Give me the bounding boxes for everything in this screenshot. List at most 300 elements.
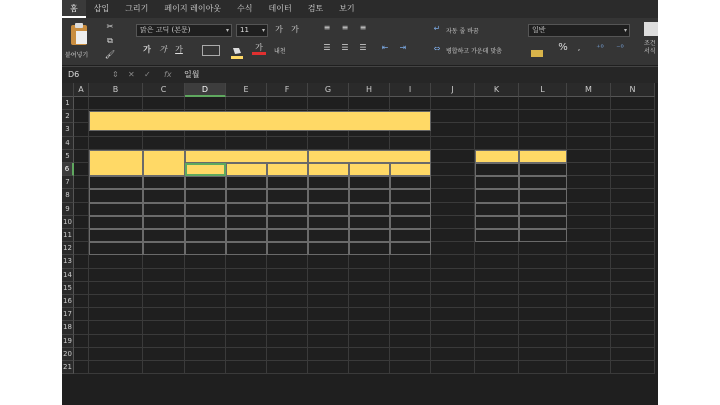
cell[interactable] bbox=[226, 348, 267, 361]
cell[interactable] bbox=[185, 335, 226, 348]
cell[interactable] bbox=[308, 255, 349, 268]
summary-total-cell[interactable] bbox=[519, 189, 567, 202]
header-month[interactable] bbox=[349, 163, 390, 176]
cell[interactable] bbox=[349, 295, 390, 308]
cell[interactable] bbox=[431, 97, 475, 110]
column-header-j[interactable]: J bbox=[431, 83, 475, 97]
value-cell[interactable] bbox=[390, 176, 431, 189]
merge-center-button[interactable]: 병합하고 가운데 맞춤 bbox=[446, 48, 502, 55]
ribbon-tab-6[interactable]: 검토 bbox=[307, 4, 324, 13]
header-q2[interactable] bbox=[308, 150, 431, 163]
value-cell[interactable] bbox=[185, 176, 226, 189]
value-cell[interactable] bbox=[226, 189, 267, 202]
cell[interactable] bbox=[611, 321, 655, 334]
cell[interactable] bbox=[431, 229, 475, 242]
cell[interactable] bbox=[611, 242, 655, 255]
cell[interactable] bbox=[308, 335, 349, 348]
cell[interactable] bbox=[143, 255, 185, 268]
number-format-select[interactable] bbox=[528, 24, 630, 37]
row-header-6[interactable]: 6 bbox=[62, 163, 74, 176]
value-cell[interactable] bbox=[267, 216, 308, 229]
cell[interactable] bbox=[567, 295, 611, 308]
summary-month-cell[interactable] bbox=[475, 229, 519, 242]
cell[interactable] bbox=[611, 216, 655, 229]
wrap-text-button[interactable]: 자동 줄 바꿈 bbox=[446, 28, 479, 35]
cell[interactable] bbox=[475, 335, 519, 348]
summary-total-cell[interactable] bbox=[519, 163, 567, 176]
cell[interactable] bbox=[611, 176, 655, 189]
name-cell[interactable] bbox=[143, 216, 185, 229]
cell[interactable] bbox=[611, 361, 655, 374]
cell[interactable] bbox=[567, 282, 611, 295]
header-month[interactable] bbox=[308, 163, 349, 176]
column-header-d[interactable]: D bbox=[185, 83, 226, 97]
summary-total-cell[interactable] bbox=[519, 176, 567, 189]
cell[interactable] bbox=[89, 321, 143, 334]
ribbon-tab-1[interactable]: 삽입 bbox=[93, 4, 110, 13]
cell[interactable] bbox=[89, 308, 143, 321]
conditional-format-label[interactable]: 조건 서식 bbox=[644, 40, 656, 55]
cell[interactable] bbox=[185, 255, 226, 268]
row-header-4[interactable]: 4 bbox=[62, 137, 74, 150]
summary-header-total[interactable] bbox=[519, 150, 567, 163]
value-cell[interactable] bbox=[308, 189, 349, 202]
cell[interactable] bbox=[611, 189, 655, 202]
font-name-select[interactable] bbox=[136, 24, 232, 37]
cell[interactable] bbox=[143, 97, 185, 110]
cell[interactable] bbox=[74, 242, 89, 255]
cell[interactable] bbox=[475, 295, 519, 308]
header-site[interactable] bbox=[89, 150, 143, 176]
summary-month-cell[interactable] bbox=[475, 176, 519, 189]
cell[interactable] bbox=[185, 137, 226, 150]
align-bottom-icon[interactable]: ≡ bbox=[359, 23, 367, 32]
cell[interactable] bbox=[611, 123, 655, 136]
summary-total-cell[interactable] bbox=[519, 203, 567, 216]
cell[interactable] bbox=[611, 255, 655, 268]
value-cell[interactable] bbox=[267, 176, 308, 189]
cell[interactable] bbox=[431, 110, 475, 123]
insert-function-button[interactable]: fx bbox=[164, 70, 172, 79]
cell[interactable] bbox=[611, 137, 655, 150]
value-cell[interactable] bbox=[267, 203, 308, 216]
cell[interactable] bbox=[431, 335, 475, 348]
cell[interactable] bbox=[567, 137, 611, 150]
cell[interactable] bbox=[349, 335, 390, 348]
row-header-1[interactable]: 1 bbox=[62, 97, 74, 110]
column-header-i[interactable]: I bbox=[390, 83, 431, 97]
cell[interactable] bbox=[390, 335, 431, 348]
site-cell[interactable] bbox=[89, 229, 143, 242]
row-header-12[interactable]: 12 bbox=[62, 242, 74, 255]
row-header-19[interactable]: 19 bbox=[62, 335, 74, 348]
cell[interactable] bbox=[143, 361, 185, 374]
cell[interactable] bbox=[431, 348, 475, 361]
cell[interactable] bbox=[74, 110, 89, 123]
column-header-h[interactable]: H bbox=[349, 83, 390, 97]
value-cell[interactable] bbox=[349, 203, 390, 216]
cell[interactable] bbox=[519, 110, 567, 123]
cell[interactable] bbox=[567, 361, 611, 374]
cell[interactable] bbox=[611, 97, 655, 110]
cell[interactable] bbox=[431, 308, 475, 321]
cell[interactable] bbox=[308, 308, 349, 321]
value-cell[interactable] bbox=[390, 229, 431, 242]
value-cell[interactable] bbox=[349, 189, 390, 202]
cell[interactable] bbox=[567, 308, 611, 321]
cell[interactable] bbox=[143, 282, 185, 295]
name-box[interactable]: D6 bbox=[68, 70, 80, 79]
value-cell[interactable] bbox=[226, 176, 267, 189]
cell[interactable] bbox=[390, 282, 431, 295]
cell[interactable] bbox=[74, 361, 89, 374]
cell[interactable] bbox=[74, 137, 89, 150]
header-month[interactable] bbox=[390, 163, 431, 176]
cell[interactable] bbox=[74, 282, 89, 295]
row-header-21[interactable]: 21 bbox=[62, 361, 74, 374]
cut-icon[interactable]: ✂ bbox=[106, 22, 114, 31]
column-header-e[interactable]: E bbox=[226, 83, 267, 97]
cell[interactable] bbox=[475, 321, 519, 334]
underline-button[interactable]: 가 bbox=[175, 45, 183, 54]
cell[interactable] bbox=[74, 150, 89, 163]
cell[interactable] bbox=[519, 137, 567, 150]
cell[interactable] bbox=[519, 361, 567, 374]
cell[interactable] bbox=[226, 282, 267, 295]
ribbon-tab-4[interactable]: 수식 bbox=[237, 4, 253, 13]
cell[interactable] bbox=[611, 269, 655, 282]
value-cell[interactable] bbox=[185, 216, 226, 229]
cell[interactable] bbox=[185, 321, 226, 334]
cell[interactable] bbox=[390, 361, 431, 374]
value-cell[interactable] bbox=[308, 242, 349, 255]
cell[interactable] bbox=[390, 269, 431, 282]
cell[interactable] bbox=[74, 348, 89, 361]
cell[interactable] bbox=[611, 295, 655, 308]
cell[interactable] bbox=[74, 295, 89, 308]
cell[interactable] bbox=[226, 361, 267, 374]
shrink-font-button[interactable]: 가 bbox=[291, 25, 299, 34]
cell[interactable] bbox=[74, 255, 89, 268]
name-box-dropdown-icon[interactable]: ⇕ bbox=[112, 70, 119, 79]
row-header-3[interactable]: 3 bbox=[62, 123, 74, 136]
value-cell[interactable] bbox=[226, 203, 267, 216]
cell[interactable] bbox=[308, 348, 349, 361]
value-cell[interactable] bbox=[390, 189, 431, 202]
cell[interactable] bbox=[567, 203, 611, 216]
cell[interactable] bbox=[567, 348, 611, 361]
ribbon-tab-3[interactable]: 페이지 레이아웃 bbox=[164, 4, 222, 13]
cell[interactable] bbox=[349, 321, 390, 334]
cell[interactable] bbox=[475, 242, 519, 255]
value-cell[interactable] bbox=[267, 242, 308, 255]
cell[interactable] bbox=[349, 361, 390, 374]
cell[interactable] bbox=[267, 308, 308, 321]
cell[interactable] bbox=[519, 97, 567, 110]
enter-icon[interactable]: ✓ bbox=[144, 70, 151, 79]
italic-button[interactable]: 가 bbox=[159, 45, 167, 54]
cell[interactable] bbox=[308, 361, 349, 374]
value-cell[interactable] bbox=[185, 203, 226, 216]
cell[interactable] bbox=[185, 269, 226, 282]
cell[interactable] bbox=[89, 97, 143, 110]
cell[interactable] bbox=[567, 216, 611, 229]
cell[interactable] bbox=[308, 97, 349, 110]
value-cell[interactable] bbox=[185, 189, 226, 202]
cell[interactable] bbox=[267, 282, 308, 295]
row-header-5[interactable]: 5 bbox=[62, 150, 74, 163]
summary-month-cell[interactable] bbox=[475, 216, 519, 229]
sheet-title[interactable] bbox=[89, 111, 431, 131]
cell[interactable] bbox=[143, 321, 185, 334]
cell[interactable] bbox=[185, 361, 226, 374]
cell[interactable] bbox=[611, 163, 655, 176]
cell[interactable] bbox=[431, 189, 475, 202]
row-header-11[interactable]: 11 bbox=[62, 229, 74, 242]
cell[interactable] bbox=[185, 308, 226, 321]
cell[interactable] bbox=[519, 123, 567, 136]
cell[interactable] bbox=[567, 176, 611, 189]
cell[interactable] bbox=[611, 150, 655, 163]
cell[interactable] bbox=[89, 361, 143, 374]
cell[interactable] bbox=[475, 308, 519, 321]
cell[interactable] bbox=[390, 321, 431, 334]
align-center-icon[interactable]: ☰ bbox=[341, 43, 349, 52]
summary-month-cell[interactable] bbox=[475, 163, 519, 176]
name-cell[interactable] bbox=[143, 229, 185, 242]
cell[interactable] bbox=[74, 189, 89, 202]
cell[interactable] bbox=[143, 137, 185, 150]
cell[interactable] bbox=[390, 255, 431, 268]
cell[interactable] bbox=[567, 242, 611, 255]
cell[interactable] bbox=[185, 348, 226, 361]
cell[interactable] bbox=[74, 163, 89, 176]
row-header-14[interactable]: 14 bbox=[62, 269, 74, 282]
column-header-f[interactable]: F bbox=[267, 83, 308, 97]
cell[interactable] bbox=[519, 269, 567, 282]
row-header-17[interactable]: 17 bbox=[62, 308, 74, 321]
font-size-select[interactable] bbox=[236, 24, 268, 37]
currency-icon[interactable] bbox=[530, 44, 544, 56]
cell[interactable] bbox=[267, 255, 308, 268]
cell[interactable] bbox=[74, 269, 89, 282]
cell[interactable] bbox=[611, 229, 655, 242]
select-all-corner[interactable] bbox=[62, 83, 74, 97]
cell[interactable] bbox=[74, 229, 89, 242]
cell[interactable] bbox=[611, 335, 655, 348]
cell[interactable] bbox=[143, 269, 185, 282]
cell[interactable] bbox=[431, 295, 475, 308]
cell[interactable] bbox=[390, 137, 431, 150]
cell[interactable] bbox=[226, 269, 267, 282]
cell[interactable] bbox=[349, 348, 390, 361]
cell[interactable] bbox=[267, 348, 308, 361]
cell[interactable] bbox=[475, 255, 519, 268]
cell[interactable] bbox=[267, 97, 308, 110]
column-header-a[interactable]: A bbox=[74, 83, 89, 97]
cancel-icon[interactable]: ✕ bbox=[128, 70, 135, 79]
cell[interactable] bbox=[267, 361, 308, 374]
cell[interactable] bbox=[431, 203, 475, 216]
site-cell[interactable] bbox=[89, 189, 143, 202]
cell[interactable] bbox=[226, 321, 267, 334]
value-cell[interactable] bbox=[390, 216, 431, 229]
cell[interactable] bbox=[349, 308, 390, 321]
row-header-10[interactable]: 10 bbox=[62, 216, 74, 229]
cell[interactable] bbox=[431, 176, 475, 189]
cell[interactable] bbox=[519, 295, 567, 308]
column-header-b[interactable]: B bbox=[89, 83, 143, 97]
column-header-n[interactable]: N bbox=[611, 83, 655, 97]
align-top-icon[interactable]: ≡ bbox=[323, 23, 331, 32]
bold-button[interactable]: 가 bbox=[143, 45, 151, 54]
cell[interactable] bbox=[89, 269, 143, 282]
cell[interactable] bbox=[475, 348, 519, 361]
cell[interactable] bbox=[390, 308, 431, 321]
conditional-format-icon[interactable] bbox=[644, 22, 658, 36]
cell[interactable] bbox=[267, 295, 308, 308]
cell[interactable] bbox=[611, 308, 655, 321]
site-cell[interactable] bbox=[89, 176, 143, 189]
cell[interactable] bbox=[226, 308, 267, 321]
site-cell[interactable] bbox=[89, 242, 143, 255]
cell[interactable] bbox=[611, 348, 655, 361]
header-month[interactable] bbox=[267, 163, 308, 176]
cell[interactable] bbox=[74, 97, 89, 110]
align-left-icon[interactable]: ☰ bbox=[323, 43, 331, 52]
summary-total-cell[interactable] bbox=[519, 216, 567, 229]
cell[interactable] bbox=[390, 97, 431, 110]
cell[interactable] bbox=[519, 242, 567, 255]
cell[interactable] bbox=[431, 242, 475, 255]
cell[interactable] bbox=[89, 282, 143, 295]
cell[interactable] bbox=[519, 348, 567, 361]
cell[interactable] bbox=[431, 216, 475, 229]
summary-header-month[interactable] bbox=[475, 150, 519, 163]
cell[interactable] bbox=[390, 348, 431, 361]
ribbon-tab-5[interactable]: 데이터 bbox=[268, 4, 292, 13]
value-cell[interactable] bbox=[267, 229, 308, 242]
cell[interactable] bbox=[611, 282, 655, 295]
value-cell[interactable] bbox=[226, 216, 267, 229]
value-cell[interactable] bbox=[308, 229, 349, 242]
cell[interactable] bbox=[308, 282, 349, 295]
value-cell[interactable] bbox=[308, 203, 349, 216]
fill-color-icon[interactable] bbox=[230, 44, 244, 57]
value-cell[interactable] bbox=[185, 229, 226, 242]
cell[interactable] bbox=[431, 361, 475, 374]
paste-button-label[interactable]: 붙여넣기 bbox=[65, 52, 89, 59]
cell[interactable] bbox=[431, 282, 475, 295]
cell[interactable] bbox=[308, 321, 349, 334]
cell[interactable] bbox=[349, 255, 390, 268]
cell[interactable] bbox=[267, 321, 308, 334]
cell[interactable] bbox=[89, 348, 143, 361]
cell[interactable] bbox=[349, 269, 390, 282]
cell[interactable] bbox=[431, 150, 475, 163]
row-header-18[interactable]: 18 bbox=[62, 321, 74, 334]
row-header-15[interactable]: 15 bbox=[62, 282, 74, 295]
cell[interactable] bbox=[349, 97, 390, 110]
cell[interactable] bbox=[143, 308, 185, 321]
decrease-decimal-icon[interactable]: ⁻⁰ bbox=[616, 43, 624, 52]
percent-button[interactable]: % bbox=[558, 42, 568, 53]
cell[interactable] bbox=[567, 150, 611, 163]
ribbon-tab-7[interactable]: 보기 bbox=[339, 4, 355, 13]
cell[interactable] bbox=[519, 282, 567, 295]
cell[interactable] bbox=[74, 176, 89, 189]
increase-indent-icon[interactable]: ⇥ bbox=[399, 43, 407, 52]
site-cell[interactable] bbox=[89, 216, 143, 229]
name-cell[interactable] bbox=[143, 242, 185, 255]
header-name[interactable] bbox=[143, 150, 185, 176]
cell[interactable] bbox=[567, 255, 611, 268]
cell[interactable] bbox=[74, 216, 89, 229]
value-cell[interactable] bbox=[308, 216, 349, 229]
cell[interactable] bbox=[567, 163, 611, 176]
cell[interactable] bbox=[185, 97, 226, 110]
row-header-16[interactable]: 16 bbox=[62, 295, 74, 308]
cell[interactable] bbox=[267, 269, 308, 282]
cell[interactable] bbox=[475, 97, 519, 110]
value-cell[interactable] bbox=[349, 242, 390, 255]
cell[interactable] bbox=[475, 110, 519, 123]
summary-total-cell[interactable] bbox=[519, 229, 567, 242]
cell[interactable] bbox=[308, 137, 349, 150]
cell[interactable] bbox=[308, 269, 349, 282]
cell[interactable] bbox=[567, 189, 611, 202]
row-header-7[interactable]: 7 bbox=[62, 176, 74, 189]
row-header-2[interactable]: 2 bbox=[62, 110, 74, 123]
cell[interactable] bbox=[226, 335, 267, 348]
cell[interactable] bbox=[519, 255, 567, 268]
value-cell[interactable] bbox=[185, 242, 226, 255]
cell[interactable] bbox=[475, 269, 519, 282]
row-header-9[interactable]: 9 bbox=[62, 203, 74, 216]
value-cell[interactable] bbox=[267, 189, 308, 202]
cell[interactable] bbox=[431, 163, 475, 176]
summary-month-cell[interactable] bbox=[475, 203, 519, 216]
align-middle-icon[interactable]: ≡ bbox=[341, 23, 349, 32]
cell[interactable] bbox=[349, 282, 390, 295]
name-cell[interactable] bbox=[143, 176, 185, 189]
cell[interactable] bbox=[611, 203, 655, 216]
site-cell[interactable] bbox=[89, 203, 143, 216]
column-header-l[interactable]: L bbox=[519, 83, 567, 97]
summary-month-cell[interactable] bbox=[475, 189, 519, 202]
cell[interactable] bbox=[431, 269, 475, 282]
cell[interactable] bbox=[567, 97, 611, 110]
column-header-c[interactable]: C bbox=[143, 83, 185, 97]
grow-font-button[interactable]: 가 bbox=[275, 25, 283, 34]
cell[interactable] bbox=[226, 137, 267, 150]
header-q1[interactable] bbox=[185, 150, 308, 163]
value-cell[interactable] bbox=[349, 176, 390, 189]
cell[interactable] bbox=[89, 295, 143, 308]
cell[interactable] bbox=[431, 137, 475, 150]
header-month[interactable] bbox=[226, 163, 267, 176]
worksheet-grid[interactable] bbox=[62, 83, 658, 405]
cell[interactable] bbox=[226, 255, 267, 268]
row-header-13[interactable]: 13 bbox=[62, 255, 74, 268]
name-cell[interactable] bbox=[143, 203, 185, 216]
cell[interactable] bbox=[519, 335, 567, 348]
cell[interactable] bbox=[267, 137, 308, 150]
cell[interactable] bbox=[308, 295, 349, 308]
ribbon-tab-0[interactable]: 홈 bbox=[62, 0, 86, 18]
column-header-m[interactable]: M bbox=[567, 83, 611, 97]
cell[interactable] bbox=[185, 282, 226, 295]
